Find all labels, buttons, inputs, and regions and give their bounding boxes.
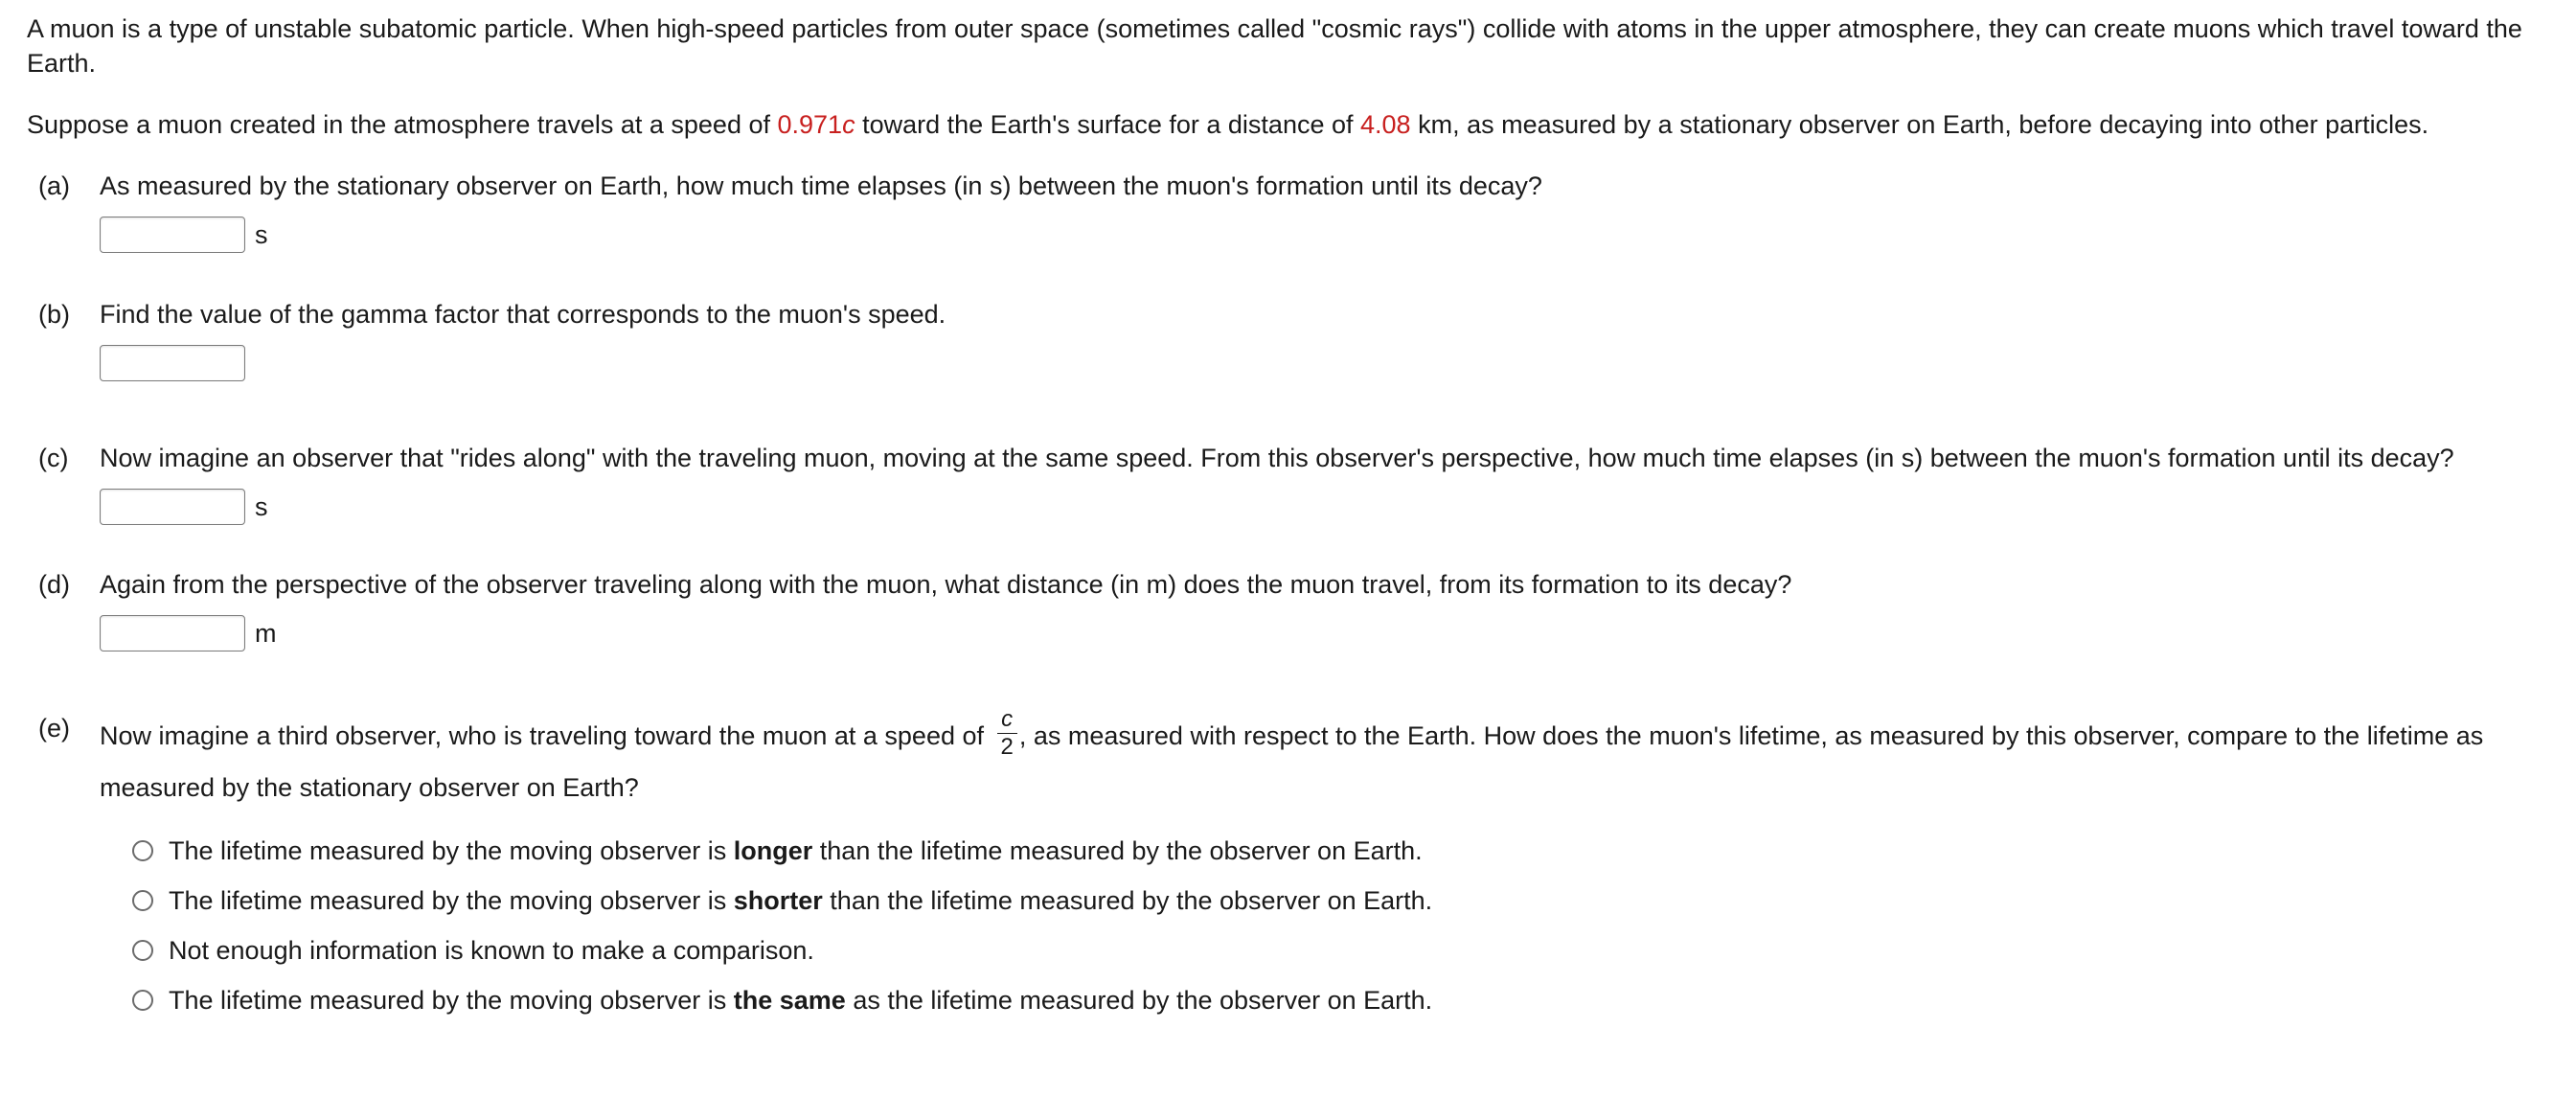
radio-button[interactable] [132, 890, 153, 911]
part-e [38, 706, 2549, 1025]
distance-value: 4.08 [1360, 110, 1411, 139]
radio-button[interactable] [132, 940, 153, 961]
part-c-question: Now imagine an observer that "rides along" with the traveling muon, moving at the same speed. From this observer's perspective, how much time elapses (in s) between the muon's formation until its decay? [100, 444, 2454, 472]
part-d-unit: m [255, 619, 277, 648]
option-text: The lifetime measured by the moving observer is longer than the lifetime measured by the observer on Earth. [169, 836, 1423, 866]
part-e-question: Now imagine a third observer, who is traveling toward the muon at a speed of $\frac{c}{2}$ , as measured with respect to the Earth. How does the muon's lifetime, as measured by this observer, compare to the lifetime as measured by the stationary observer on Earth? [100, 706, 2484, 803]
intro-p2-end: km, as measured by a stationary observer on Earth, before decaying into other particles. [1410, 110, 2429, 139]
part-d-question: Again from the perspective of the observer traveling along with the muon, what distance (in m) does the muon travel, from its formation to its decay? [100, 570, 1792, 599]
option-text: The lifetime measured by the moving observer is the same as the lifetime measured by the observer on Earth. [169, 986, 1433, 1016]
part-b-question: Find the value of the gamma factor that corresponds to the muon's speed. [100, 300, 946, 329]
part-d-answer-input[interactable] [100, 615, 245, 651]
part-a-question: As measured by the stationary observer on Earth, how much time elapses (in s) between the muon's formation until its decay? [100, 171, 1542, 200]
intro-paragraph-1: A muon is a type of unstable subatomic particle. When high-speed particles from outer space (sometimes called "cosmic rays") collide with atoms in the upper atmosphere, they can create muons which travel toward the Earth. [27, 14, 2522, 78]
option-longer[interactable] [132, 826, 2549, 876]
part-e-options [132, 826, 2549, 1025]
option-text: The lifetime measured by the moving observer is shorter than the lifetime measured by the observer on Earth. [169, 886, 1433, 916]
c-over-2-fraction: $\frac{c}{2}$ [997, 708, 1017, 759]
option-same[interactable] [132, 975, 2549, 1025]
speed-unit-c: c [842, 110, 855, 139]
part-c [38, 441, 2549, 525]
speed-value: 0.971c [777, 110, 855, 139]
option-shorter[interactable] [132, 876, 2549, 926]
part-c-unit: s [255, 492, 268, 521]
option-text: Not enough information is known to make a comparison. [169, 936, 814, 966]
intro-p2-start: Suppose a muon created in the atmosphere travels at a speed of [27, 110, 778, 139]
radio-button[interactable] [132, 840, 153, 861]
part-a [38, 169, 2549, 253]
part-b-answer-input[interactable] [100, 345, 245, 381]
part-b-label: (b) [38, 300, 70, 329]
option-not-enough-info[interactable] [132, 926, 2549, 975]
intro-p2-middle: toward the Earth's surface for a distance of [855, 110, 1361, 139]
part-c-answer-input[interactable] [100, 489, 245, 525]
part-c-label: (c) [38, 444, 69, 472]
part-d [38, 567, 2549, 651]
part-e-label: (e) [38, 714, 70, 743]
part-a-answer-input[interactable] [100, 217, 245, 253]
part-a-unit: s [255, 220, 268, 249]
part-b [38, 297, 2549, 381]
part-a-label: (a) [38, 171, 70, 200]
radio-button[interactable] [132, 990, 153, 1011]
part-d-label: (d) [38, 570, 70, 599]
intro-paragraph-2 [27, 107, 2549, 142]
